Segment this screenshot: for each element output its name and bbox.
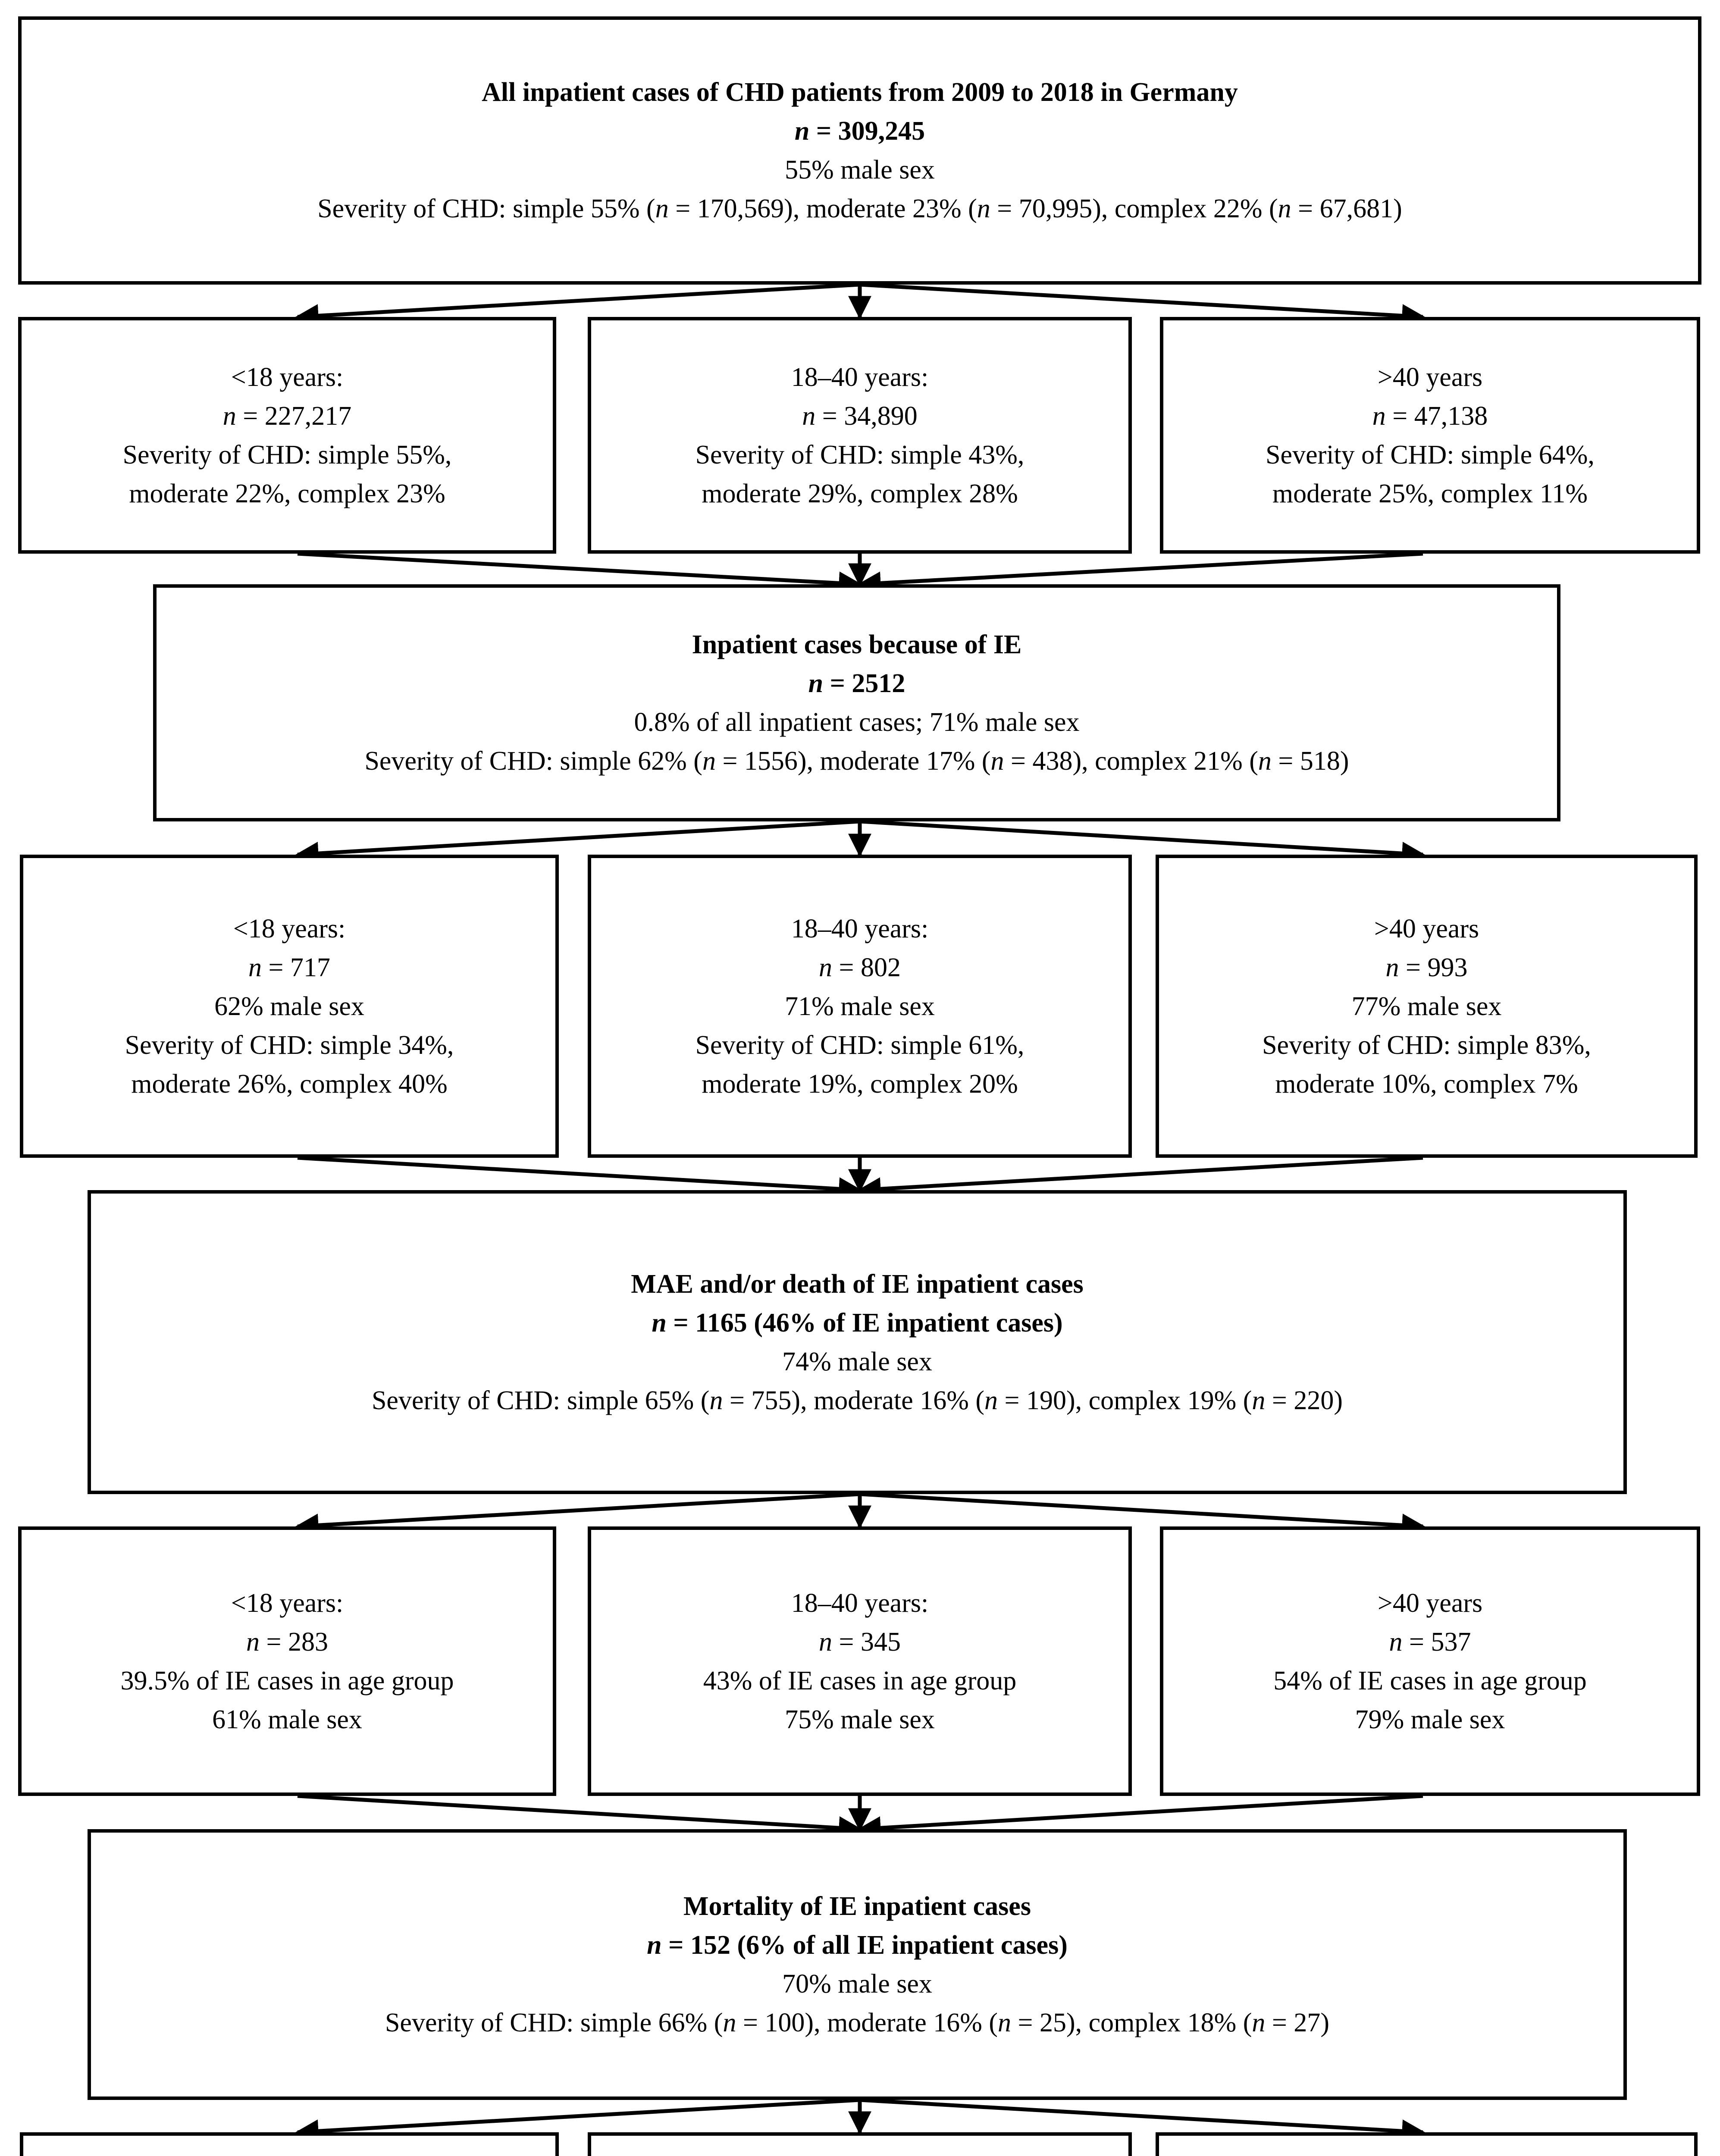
arrow (298, 1494, 860, 1526)
age-count: n = 47,138 (1372, 401, 1488, 431)
box-count: n = 1165 (46% of IE inpatient cases) (652, 1308, 1063, 1338)
age-box-18-40 (588, 1526, 1132, 1796)
arrow (298, 554, 860, 584)
age-box-under-18 (20, 855, 559, 1158)
age-box-over-40 (1156, 855, 1698, 1158)
age-label: <18 years: (231, 362, 344, 392)
age-count: n = 993 (1385, 953, 1468, 982)
arrow (298, 821, 860, 855)
age-label: >40 years (1374, 914, 1479, 943)
box-count: n = 2512 (808, 669, 905, 698)
box-title: All inpatient cases of CHD patients from 2009 to 2018 in Germany (482, 78, 1238, 107)
arrow (860, 1158, 1423, 1190)
box-line: Severity of CHD: simple 64%, (1266, 440, 1595, 470)
age-label: 18–40 years: (791, 362, 929, 392)
box-severity: Severity of CHD: simple 66% (n = 100), moderate 16% (n = 25), complex 18% (n = 27) (385, 2008, 1330, 2037)
box-line: moderate 19%, complex 20% (702, 1069, 1018, 1099)
box-line: 62% male sex (214, 991, 364, 1021)
box-line: 79% male sex (1355, 1705, 1505, 1734)
box-line: Severity of CHD: simple 43%, (695, 440, 1024, 470)
age-box-under-18 (18, 1526, 556, 1796)
box-line: 55% male sex (785, 155, 935, 185)
age-label: 18–40 years: (791, 1588, 929, 1618)
age-count: n = 717 (248, 953, 330, 982)
box-line: moderate 25%, complex 11% (1272, 479, 1588, 508)
box-line: 71% male sex (785, 991, 935, 1021)
age-label: >40 years (1377, 1588, 1483, 1618)
box-line: 75% male sex (785, 1705, 935, 1734)
box-line: Severity of CHD: simple 61%, (695, 1030, 1024, 1060)
age-box-18-40 (588, 855, 1132, 1158)
age-box-18-40 (588, 2132, 1132, 2156)
age-label: >40 years (1377, 362, 1483, 392)
box-line: moderate 22%, complex 23% (129, 479, 445, 508)
box-line: Severity of CHD: simple 83%, (1262, 1030, 1591, 1060)
box-title: Inpatient cases because of IE (692, 630, 1022, 659)
age-count: n = 34,890 (802, 401, 918, 431)
box-count: n = 152 (6% of all IE inpatient cases) (647, 1930, 1068, 1960)
all-cases-box (18, 16, 1701, 285)
box-line: 39.5% of IE cases in age group (120, 1666, 454, 1695)
age-box-over-40 (1156, 2132, 1698, 2156)
box-line: 70% male sex (782, 1969, 932, 1999)
ie-cases-box (153, 584, 1560, 821)
box-line: 77% male sex (1351, 991, 1502, 1021)
age-count: n = 802 (819, 953, 901, 982)
age-box-under-18 (18, 317, 556, 554)
box-severity: Severity of CHD: simple 65% (n = 755), moderate 16% (n = 190), complex 19% (n = 220) (371, 1385, 1343, 1415)
box-count: n = 309,245 (794, 116, 925, 146)
age-count: n = 227,217 (222, 401, 352, 431)
arrow (860, 554, 1423, 584)
box-line: 74% male sex (782, 1347, 932, 1376)
age-label: <18 years: (233, 914, 346, 943)
mae-death-box (88, 1190, 1627, 1494)
box-line: 0.8% of all inpatient cases; 71% male sex (634, 708, 1080, 737)
age-count: n = 345 (819, 1627, 901, 1657)
arrow (860, 285, 1423, 317)
box-line: moderate 26%, complex 40% (131, 1069, 448, 1099)
arrow (860, 1796, 1423, 1829)
age-label: <18 years: (231, 1588, 344, 1618)
box-line: moderate 29%, complex 28% (702, 479, 1018, 508)
age-count: n = 283 (246, 1627, 328, 1657)
box-line: Severity of CHD: simple 55%, (122, 440, 452, 470)
box-line: Severity of CHD: simple 34%, (125, 1030, 454, 1060)
arrow (298, 285, 860, 317)
arrow (298, 1158, 860, 1190)
box-severity: Severity of CHD: simple 62% (n = 1556), moderate 17% (n = 438), complex 21% (n = 518) (364, 746, 1349, 776)
age-label: 18–40 years: (791, 914, 929, 943)
box-title: MAE and/or death of IE inpatient cases (631, 1269, 1084, 1299)
arrow (298, 2100, 860, 2132)
box-line: moderate 10%, complex 7% (1275, 1069, 1578, 1099)
arrow (298, 1796, 860, 1829)
box-line: 54% of IE cases in age group (1273, 1666, 1587, 1695)
age-box-under-18 (20, 2132, 559, 2156)
arrow (860, 2100, 1423, 2132)
arrow (860, 821, 1423, 855)
arrow (860, 1494, 1423, 1526)
box-line: 43% of IE cases in age group (703, 1666, 1017, 1695)
age-box-18-40 (588, 317, 1132, 554)
age-count: n = 537 (1389, 1627, 1471, 1657)
mortality-box (88, 1829, 1627, 2100)
box-title: Mortality of IE inpatient cases (683, 1892, 1031, 1921)
age-box-over-40 (1160, 1526, 1700, 1796)
box-severity: Severity of CHD: simple 55% (n = 170,569), moderate 23% (n = 70,995), complex 22% (n = 67,681) (317, 194, 1402, 223)
age-box-over-40 (1160, 317, 1700, 554)
box-line: 61% male sex (212, 1705, 362, 1734)
